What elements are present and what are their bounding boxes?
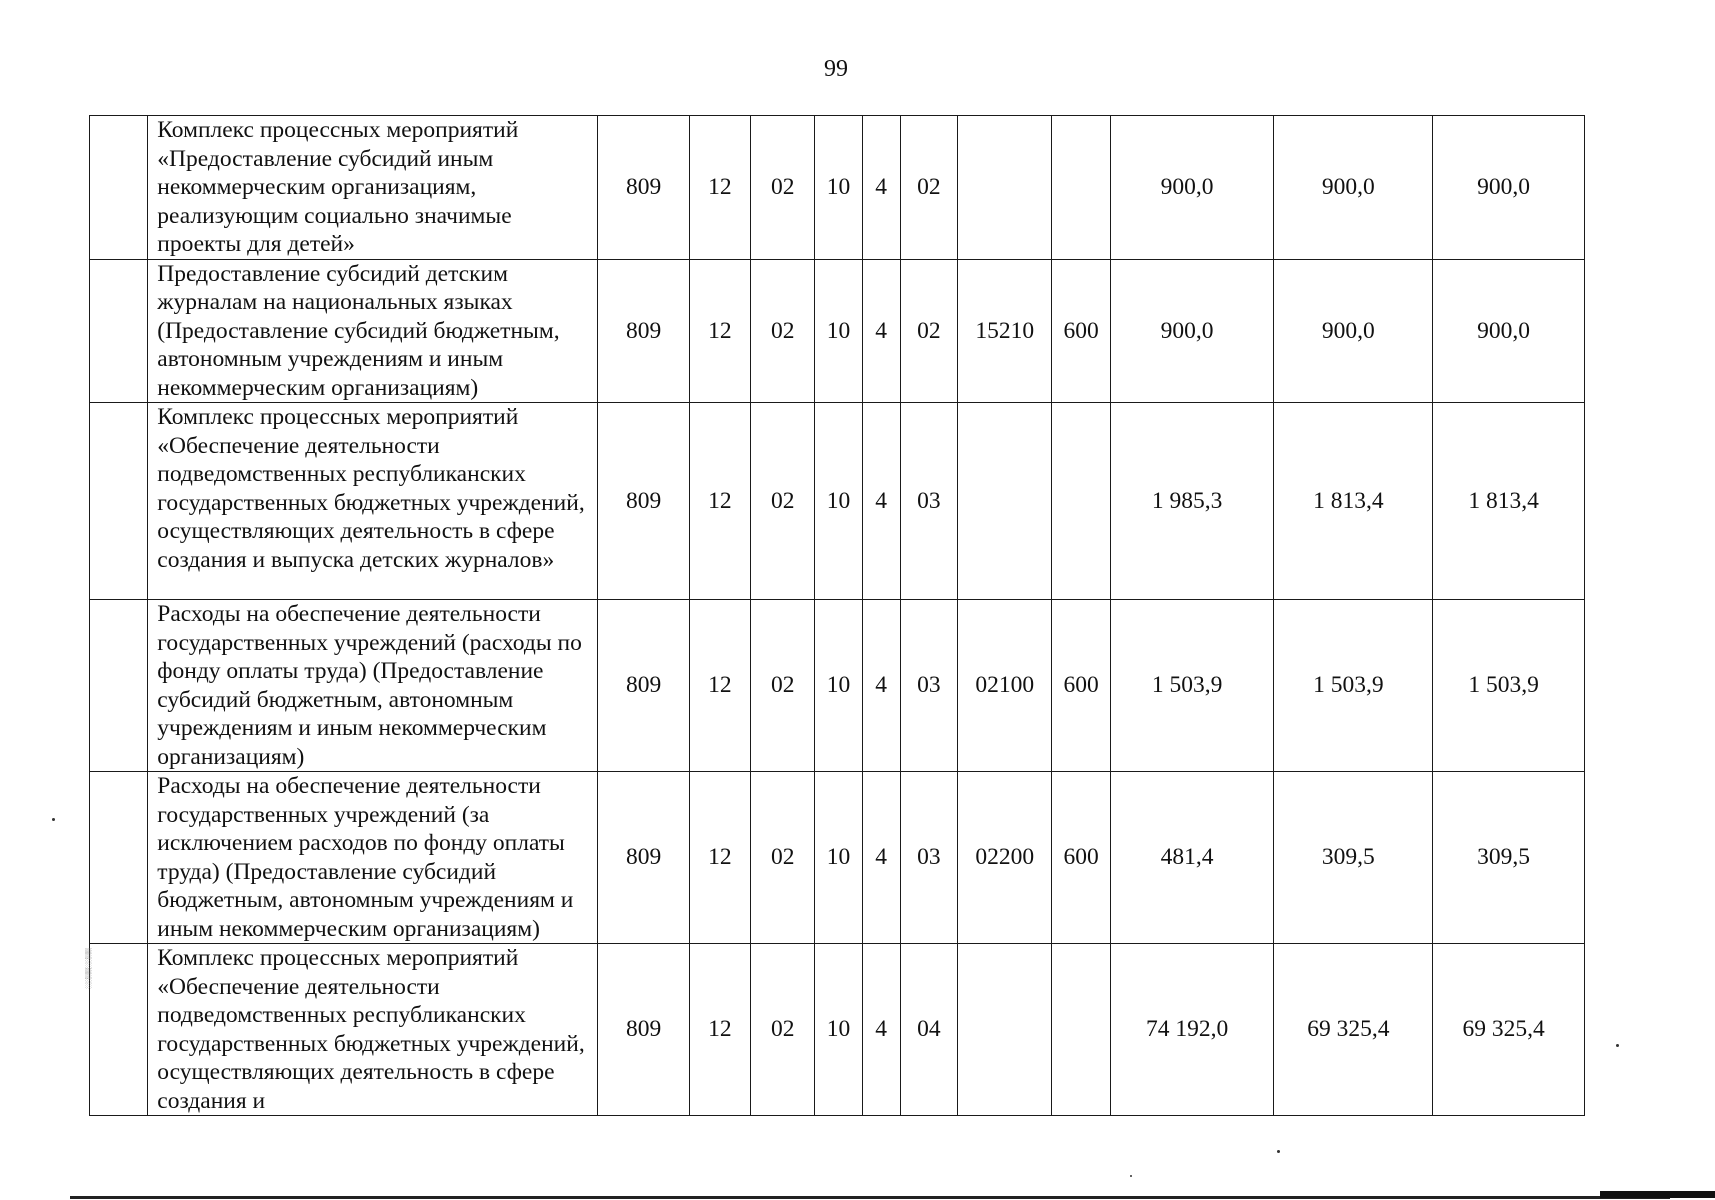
amount-year3-cell: 309,5 [1433,772,1585,944]
description-cell: Расходы на обеспечение деятельности государственных учреждений (за исключением расходов по фонду оплаты труда) (Предоставление субсидий бюджетным, автономным учреждениям и иным некоммерческим организациям) [148,772,598,944]
section-code-cell: 12 [689,403,750,600]
amount-year2-cell: 900,0 [1274,259,1433,403]
ministry-code-cell: 809 [598,403,689,600]
description-cell: Комплекс процессных мероприятий «Обеспечение деятельности подведомственных республиканских государственных бюджетных учреждений, осуществляющих деятельность в сфере создания и выпуска детских журналов» [148,403,598,600]
row-index-cell [90,116,148,260]
program-code-cell: 10 [815,116,862,260]
row-index-cell [90,259,148,403]
subsection-code-cell: 02 [751,116,815,260]
amount-year1-cell: 900,0 [1110,259,1274,403]
structural-element-cell: 02 [900,116,957,260]
amount-year3-cell: 900,0 [1433,259,1585,403]
scan-speck [1130,1175,1132,1177]
row-index-cell [90,772,148,944]
direction-code-cell: 02100 [958,600,1052,772]
table-row [90,259,1585,403]
ministry-code-cell: 809 [598,772,689,944]
amount-year1-cell: 900,0 [1110,116,1274,260]
table-row [90,116,1585,260]
expense-type-cell: 600 [1052,772,1110,944]
amount-year2-cell: 900,0 [1274,116,1433,260]
expense-type-cell: 600 [1052,259,1110,403]
subsection-code-cell: 02 [751,772,815,944]
description-cell: Комплекс процессных мероприятий «Предоставление субсидий иным некоммерческим организациям, реализующим социально значимые проекты для детей» [148,116,598,260]
amount-year3-cell: 69 325,4 [1433,944,1585,1116]
direction-code-cell [958,944,1052,1116]
program-code-cell: 10 [815,403,862,600]
subsection-code-cell: 02 [751,600,815,772]
table-row [90,772,1585,944]
subprogram-type-cell: 4 [862,944,900,1116]
subprogram-type-cell: 4 [862,600,900,772]
direction-code-cell [958,403,1052,600]
section-code-cell: 12 [689,116,750,260]
amount-year3-cell: 1 503,9 [1433,600,1585,772]
scan-speck [52,818,55,821]
scan-speck [1277,1150,1280,1153]
amount-year1-cell: 1 985,3 [1110,403,1274,600]
scan-speck [1616,1044,1619,1047]
structural-element-cell: 03 [900,403,957,600]
expense-type-cell [1052,116,1110,260]
structural-element-cell: 03 [900,772,957,944]
amount-year3-cell: 1 813,4 [1433,403,1585,600]
expense-type-cell [1052,403,1110,600]
direction-code-cell: 02200 [958,772,1052,944]
amount-year1-cell: 1 503,9 [1110,600,1274,772]
program-code-cell: 10 [815,772,862,944]
program-code-cell: 10 [815,259,862,403]
ministry-code-cell: 809 [598,944,689,1116]
section-code-cell: 12 [689,944,750,1116]
bottom-scan-line [70,1196,1670,1199]
amount-year2-cell: 309,5 [1274,772,1433,944]
amount-year2-cell: 69 325,4 [1274,944,1433,1116]
subprogram-type-cell: 4 [862,116,900,260]
amount-year1-cell: 481,4 [1110,772,1274,944]
structural-element-cell: 03 [900,600,957,772]
ministry-code-cell: 809 [598,116,689,260]
ministry-code-cell: 809 [598,600,689,772]
margin-scan-mark: ▒ ░ ▒ ░ [85,948,91,988]
ministry-code-cell: 809 [598,259,689,403]
subsection-code-cell: 02 [751,403,815,600]
budget-table [89,115,1585,1116]
description-cell: Предоставление субсидий детским журналам на национальных языках (Предоставление субсидий бюджетным, автономным учреждениям и иным некоммерческим организациям) [148,259,598,403]
direction-code-cell: 15210 [958,259,1052,403]
expense-type-cell [1052,944,1110,1116]
page-number: 99 [824,56,848,82]
structural-element-cell: 02 [900,259,957,403]
expense-type-cell: 600 [1052,600,1110,772]
section-code-cell: 12 [689,600,750,772]
program-code-cell: 10 [815,944,862,1116]
program-code-cell: 10 [815,600,862,772]
section-code-cell: 12 [689,772,750,944]
subprogram-type-cell: 4 [862,772,900,944]
description-cell: Расходы на обеспечение деятельности государственных учреждений (расходы по фонду оплаты труда) (Предоставление субсидий бюджетным, автономным учреждениям и иным некоммерческим организациям) [148,600,598,772]
direction-code-cell [958,116,1052,260]
bottom-scan-line-right [1600,1191,1715,1198]
structural-element-cell: 04 [900,944,957,1116]
section-code-cell: 12 [689,259,750,403]
description-cell: Комплекс процессных мероприятий «Обеспечение деятельности подведомственных республиканских государственных бюджетных учреждений, осуществляющих деятельность в сфере создания и [148,944,598,1116]
amount-year1-cell: 74 192,0 [1110,944,1274,1116]
row-index-cell [90,403,148,600]
subprogram-type-cell: 4 [862,259,900,403]
row-index-cell [90,600,148,772]
subsection-code-cell: 02 [751,259,815,403]
table-row [90,600,1585,772]
amount-year3-cell: 900,0 [1433,116,1585,260]
amount-year2-cell: 1 503,9 [1274,600,1433,772]
table-row [90,403,1585,600]
table-row [90,944,1585,1116]
subsection-code-cell: 02 [751,944,815,1116]
amount-year2-cell: 1 813,4 [1274,403,1433,600]
subprogram-type-cell: 4 [862,403,900,600]
